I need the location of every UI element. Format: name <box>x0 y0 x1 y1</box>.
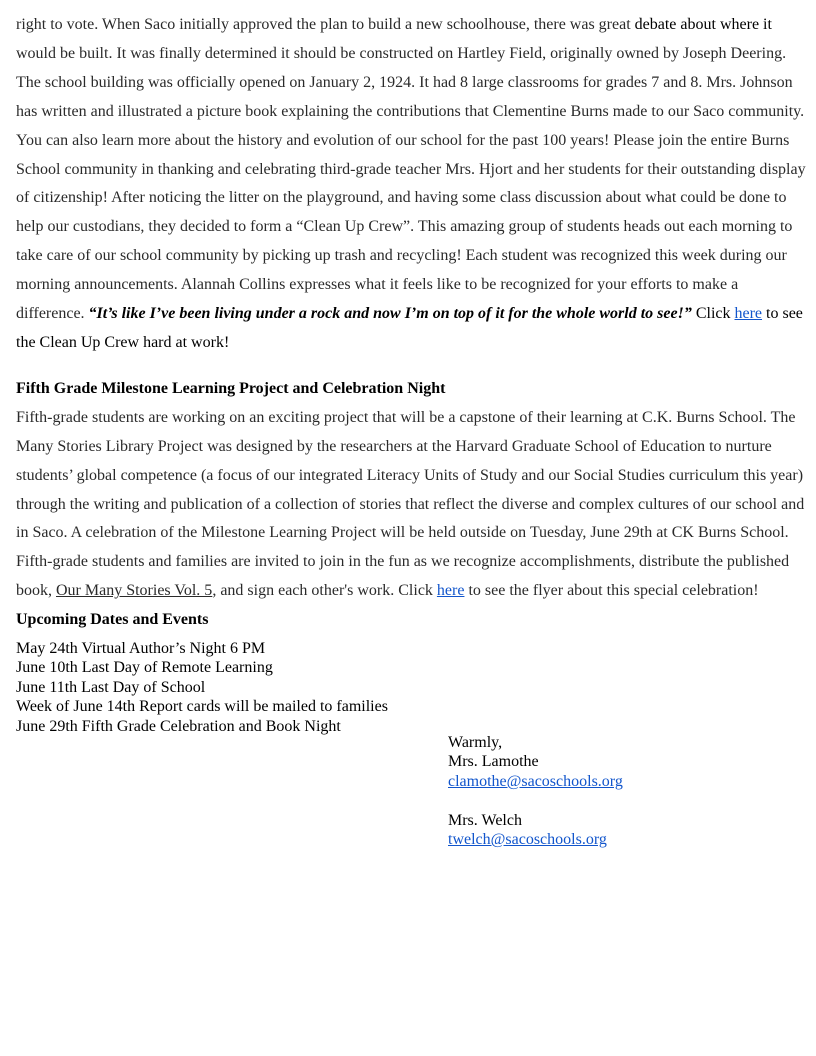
email-link-welch[interactable]: twelch@sacoschools.org <box>448 831 607 849</box>
fifth-grade-tail: to see the flyer about this special celebration! <box>464 582 759 600</box>
signer-name-welch: Mrs. Welch <box>448 811 522 829</box>
event-item: June 10th Last Day of Remote Learning <box>16 659 273 677</box>
newsletter-page <box>16 11 808 736</box>
email-link-lamothe[interactable]: clamothe@sacoschools.org <box>448 772 623 790</box>
event-item: June 11th Last Day of School <box>16 678 206 696</box>
intro-text-2: debate about where it <box>634 16 772 33</box>
click-text: Click <box>691 305 735 323</box>
signature-block <box>448 733 623 849</box>
event-item: May 24th Virtual Author’s Night 6 PM <box>16 640 266 658</box>
fifth-grade-heading: Fifth Grade Milestone Learning Project and Celebration Night <box>16 379 446 397</box>
events-list <box>16 639 808 736</box>
closing: Warmly, <box>448 734 503 751</box>
fifth-grade-body: Fifth-grade students are working on an exciting project that will be a capstone of their learning at C.K. Burns School. The Many Stories Library Project was designed by the researchers at the Harvard Graduate School of Education to nurture students’ global competence (a focus of our integrated Literacy Units of Study and our Social Studies curriculum this year) through the writing and publication of a collection of stories that reflect the diverse and complex cultures of our school and in Saco. A celebration of the Milestone Learning Project will be held outside on Tuesday, June 29th at CK Burns School. Fifth-grade students and families are invited to join in the fun as we recognize accomplishments, distribute the published book, <box>16 408 805 600</box>
events-heading: Upcoming Dates and Events <box>16 611 209 629</box>
spacer <box>16 358 808 375</box>
flyer-link[interactable]: here <box>436 582 465 600</box>
fifth-grade-paragraph <box>16 404 808 606</box>
fifth-grade-body-2: , and sign each other's work. Click <box>212 582 437 600</box>
intro-tail: to see the Clean Up Crew hard at work! <box>16 305 803 351</box>
student-quote: “It’s like I’ve been living under a rock and now I’m on top of it for the whole world to see!” <box>88 305 692 323</box>
spacer <box>448 791 623 810</box>
event-item: Week of June 14th Report cards will be mailed to families <box>16 698 388 716</box>
intro-text-1: right to vote. When Saco initially approved the plan to build a new schoolhouse, there was great <box>16 16 635 33</box>
intro-text-3: would be built. It was finally determined it should be constructed on Hartley Field, originally owned by Joseph Deering. The school building was officially opened on January 2, 1924. It had 8 large classrooms for grades 7 and 8. Mrs. Johnson has written and illustrated a picture book explaining the contributions that Clementine Burns made to our Saco community. You can also learn more about the history and evolution of our school for the past 100 years! Please join the entire Burns School community in thanking and celebrating third-grade teacher Mrs. Hjort and her students for their outstanding display of citizenship! After noticing the litter on the playground, and having some class discussion about what could be done to help our custodians, they decided to form a “Clean Up Crew”. This amazing group of students heads out each morning to take care of our school community by picking up trash and recycling! Each student was recognized this week during our morning announcements. Alannah Collins expresses what it feels like to be recognized for your efforts to make a difference. <box>16 44 806 323</box>
signer-name-lamothe: Mrs. Lamothe <box>448 753 539 771</box>
event-item: June 29th Fifth Grade Celebration and Book Night <box>16 717 341 735</box>
intro-paragraph <box>16 11 808 358</box>
book-title: Our Many Stories Vol. 5 <box>56 582 213 600</box>
clean-up-crew-link[interactable]: here <box>734 305 763 323</box>
